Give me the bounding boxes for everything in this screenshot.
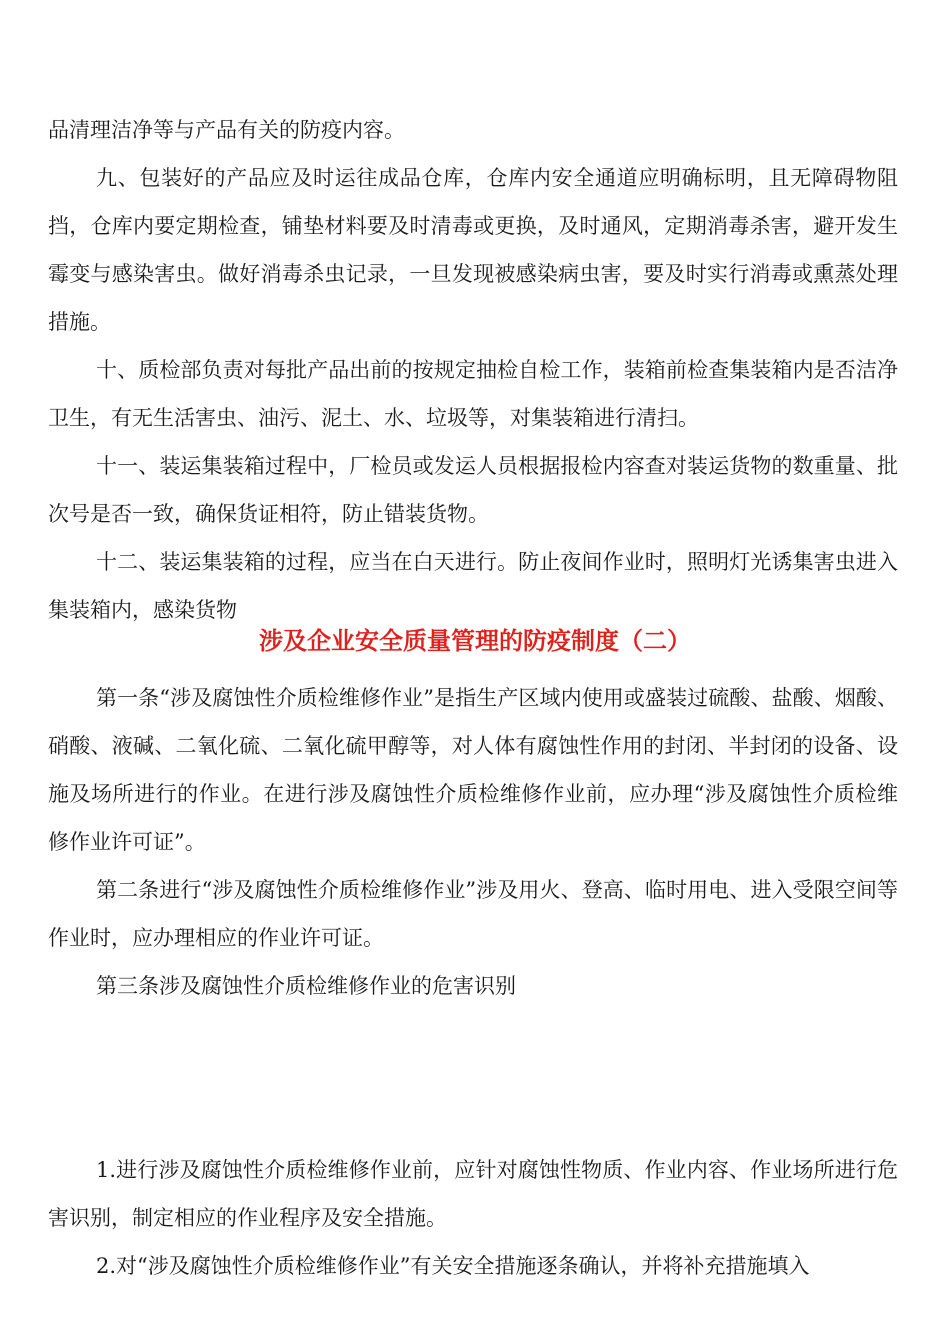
paragraph-continuation: 品清理洁净等与产品有关的防疫内容。 [48,118,405,142]
paragraph-article-3: 第三条涉及腐蚀性介质检维修作业的危害识别 [96,974,516,998]
paragraph-item-10: 十、质检部负责对每批产品出前的按规定抽检自检工作，装箱前检查集装箱内是否洁净卫生，有无生活害虫、油污、泥土、水、垃圾等，对集装箱进行清扫。 [48,358,898,430]
paragraph-point-1: 1.进行涉及腐蚀性介质检维修作业前，应针对腐蚀性物质、作业内容、作业场所进行危害识别，制定相应的作业程序及安全措施。 [48,1158,898,1230]
paragraph-point-2: 2.对“涉及腐蚀性介质检维修作业”有关安全措施逐条确认，并将补充措施填入 [96,1254,810,1278]
paragraph-item-9: 九、包装好的产品应及时运往成品仓库，仓库内安全通道应明确标明，且无障碍物阻挡，仓库内要定期检查，铺垫材料要及时清毒或更换，及时通风，定期消毒杀害，避开发生霉变与感染害虫。做好消毒杀虫记录，一旦发现被感染病虫害，要及时实行消毒或熏蒸处理措施。 [48,166,898,334]
paragraph-item-12: 十二、装运集装箱的过程，应当在白天进行。防止夜间作业时，照明灯光诱集害虫进入集装箱内，感染货物 [48,550,898,622]
paragraph-item-11: 十一、装运集装箱过程中，厂检员或发运人员根据报检内容查对装运货物的数重量、批次号是否一致，确保货证相符，防止错装货物。 [48,454,898,526]
paragraph-article-2: 第二条进行“涉及腐蚀性介质检维修作业”涉及用火、登高、临时用电、进入受限空间等作业时，应办理相应的作业许可证。 [48,878,898,950]
section-title: 涉及企业安全质量管理的防疫制度（二） [259,626,691,655]
paragraph-article-1: 第一条“涉及腐蚀性介质检维修作业”是指生产区域内使用或盛装过硫酸、盐酸、烟酸、硝酸、液碱、二氧化硫、二氧化硫甲醇等，对人体有腐蚀性作用的封闭、半封闭的设备、设施及场所进行的作业。在进行涉及腐蚀性介质检维修作业前，应办理“涉及腐蚀性介质检维修作业许可证”。 [48,686,898,854]
